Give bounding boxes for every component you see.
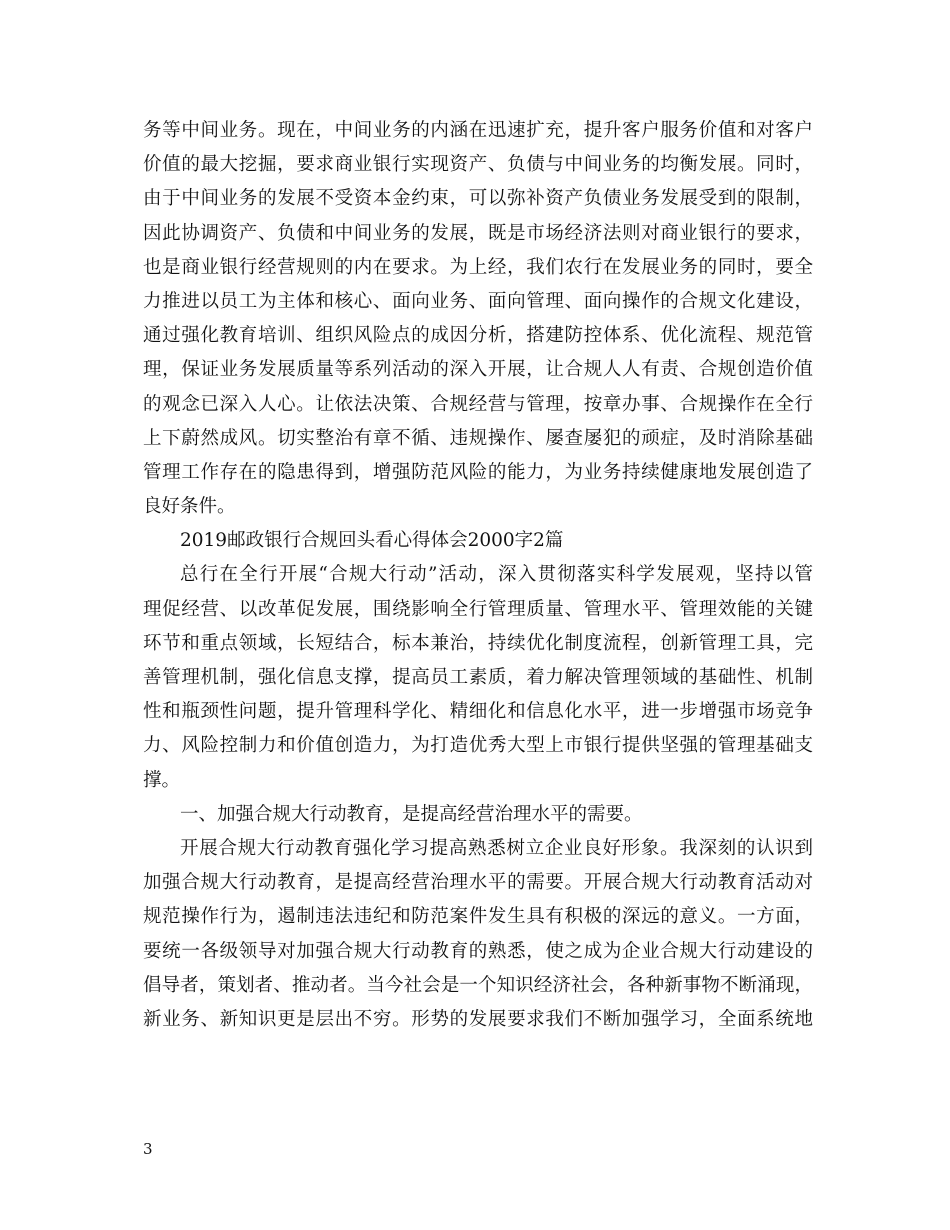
- text-line: 力、风险控制力和价值创造力，为打造优秀大型上市银行提供坚强的管理基础支: [143, 735, 813, 757]
- text-line: 要统一各级领导对加强合规大行动教育的熟悉，使之成为企业合规大行动建设的: [143, 940, 813, 962]
- text-line: 性和瓶颈性问题，提升管理科学化、精细化和信息化水平，进一步增强市场竞争: [143, 701, 813, 723]
- document-body: [143, 114, 813, 1037]
- text-line: 2019邮政银行合规回头看心得体会2000字2篇: [180, 530, 564, 552]
- text-line: 环节和重点领域，长短结合，标本兼治，持续优化制度流程，创新管理工具，完: [143, 632, 813, 654]
- text-line: 务等中间业务。现在，中间业务的内涵在迅速扩充，提升客户服务价值和对客户: [143, 120, 813, 141]
- text-line: 善管理机制，强化信息支撑，提高员工素质，着力解决管理领域的基础性、机制: [143, 667, 813, 688]
- text-line: 一、加强合规大行动教育，是提高经营治理水平的需要。: [180, 803, 643, 825]
- text-line: 的观念已深入人心。让依法决策、合规经营与管理，按章办事、合规操作在全行: [143, 393, 813, 415]
- text-line: 理，保证业务发展质量等系列活动的深入开展，让合规人人有责、合规创造价值: [143, 359, 813, 381]
- text-line: 通过强化教育培训、组织风险点的成因分析，搭建防控体系、优化流程、规范管: [143, 325, 813, 347]
- text-line: 新业务、新知识更是层出不穷。形势的发展要求我们不断加强学习，全面系统地: [143, 1008, 813, 1030]
- text-line: 管理工作存在的隐患得到，增强防范风险的能力，为业务持续健康地发展创造了: [143, 461, 813, 483]
- text-line: 上下蔚然成风。切实整治有章不循、违规操作、屡查屡犯的顽症，及时消除基础: [143, 427, 813, 449]
- text-line: 力推进以员工为主体和核心、面向业务、面向管理、面向操作的合规文化建设，: [143, 290, 813, 312]
- paragraph: [143, 832, 813, 1037]
- page-number: 3: [143, 1140, 153, 1158]
- paragraph: [143, 524, 813, 558]
- text-line: 规范操作行为，遏制违法违纪和防范案件发生具有积极的深远的意义。一方面，: [143, 906, 813, 928]
- text-line: 倡导者，策划者、推动者。当今社会是一个知识经济社会，各种新事物不断涌现，: [143, 974, 813, 996]
- text-line: 由于中间业务的发展不受资本金约束，可以弥补资产负债业务发展受到的限制，: [143, 188, 813, 210]
- text-line: 价值的最大挖掘，要求商业银行实现资产、负债与中间业务的均衡发展。同时，: [143, 154, 813, 176]
- paragraph: [143, 114, 813, 524]
- text-line: 开展合规大行动教育强化学习提高熟悉树立企业良好形象。我深刻的认识到: [180, 837, 813, 859]
- text-line: 撑。: [143, 769, 181, 791]
- text-line: 良好条件。: [143, 496, 236, 518]
- text-line: 理促经营、以改革促发展，围绕影响全行管理质量、管理水平、管理效能的关键: [143, 598, 813, 620]
- paragraph: [143, 558, 813, 797]
- paragraph: [143, 798, 813, 832]
- text-line: 也是商业银行经营规则的内在要求。为上经，我们农行在发展业务的同时，要全: [143, 256, 813, 278]
- text-line: 因此协调资产、负债和中间业务的发展，既是市场经济法则对商业银行的要求，: [143, 222, 813, 244]
- text-line: 加强合规大行动教育，是提高经营治理水平的需要。开展合规大行动教育活动对: [143, 872, 813, 894]
- text-line: 总行在全行开展“合规大行动”活动，深入贯彻落实科学发展观，坚持以管: [180, 564, 813, 586]
